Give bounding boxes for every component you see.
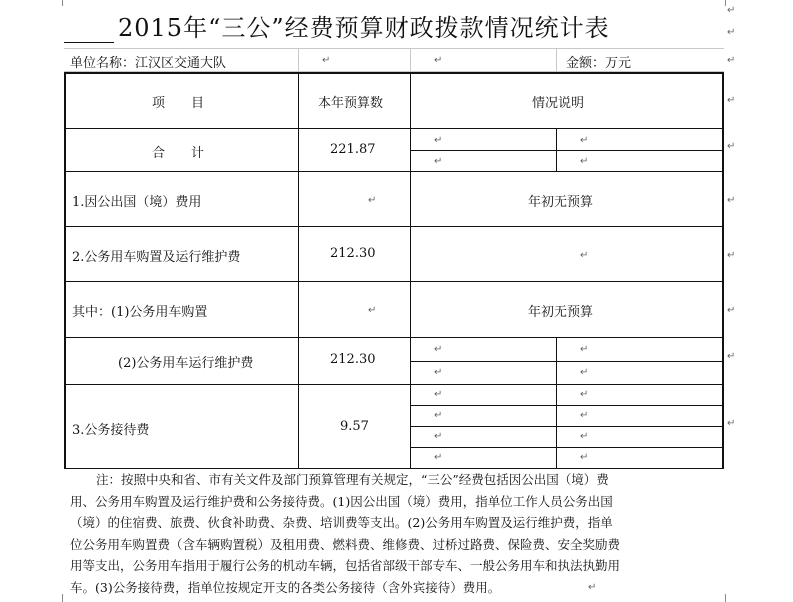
paragraph-mark: ↵ — [322, 55, 331, 66]
paragraph-mark: ↵ — [434, 135, 443, 146]
paragraph-mark: ↵ — [580, 389, 589, 400]
row-total-item: 合 计 — [152, 146, 205, 161]
unit-name-label: 单位名称：江汉区交通大队 — [70, 56, 227, 71]
paragraph-mark: ↵ — [368, 305, 377, 316]
crop-mark — [725, 594, 726, 602]
paragraph-mark: ↵ — [580, 431, 589, 442]
paragraph-mark: ↵ — [580, 410, 589, 421]
paragraph-mark: ↵ — [588, 582, 597, 593]
crop-mark — [725, 0, 726, 6]
paragraph-mark: ↵ — [580, 452, 589, 463]
paragraph-mark: ↵ — [727, 418, 736, 429]
footnote-paragraph — [70, 469, 722, 598]
paragraph-mark: ↵ — [727, 351, 736, 362]
row-reception-budget: 9.57 — [340, 419, 369, 434]
row-vehicle-item: 2.公务用车购置及运行维护费 — [72, 250, 241, 265]
paragraph-mark: ↵ — [580, 367, 589, 378]
footnote-line: 用等支出，公务用车指用于履行公务的机动车辆，包括省部级干部专车、一般公务用车和执法执勤用 — [70, 558, 621, 573]
footnote-line: 注：按照中央和省、市有关文件及部门预算管理有关规定，“三公”经费包括因公出国（境）费 — [96, 472, 609, 487]
row-overseas-item: 1.因公出国（境）费用 — [72, 195, 202, 210]
row-total-budget: 221.87 — [330, 142, 376, 157]
footnote-line: 车。(3)公务接待费，指单位按规定开支的各类公务接待（含外宾接待）费用。 — [70, 579, 501, 595]
crop-mark — [62, 0, 63, 6]
header-description: 情况说明 — [532, 96, 585, 111]
paragraph-mark: ↵ — [727, 55, 736, 66]
footnote-line: 位公务用车购置费（含车辆购置税）及租用费、燃料费、维修费、过桥过路费、保险费、安全奖励费 — [70, 536, 621, 552]
paragraph-mark: ↵ — [368, 195, 377, 206]
row-vehicle-operation-budget: 212.30 — [330, 352, 376, 367]
title-year: 2015 — [118, 14, 184, 42]
footnote-line: （境）的住宿费、旅费、伙食补助费、杂费、培训费等支出。(2)公务用车购置及运行维护费，指单 — [70, 515, 613, 530]
paragraph-mark: ↵ — [434, 156, 443, 167]
paragraph-mark: ↵ — [727, 27, 736, 38]
paragraph-mark: ↵ — [434, 452, 443, 463]
paragraph-mark: ↵ — [727, 5, 736, 16]
footnote-line: 用、公务用车购置及运行维护费和公务接待费。(1)因公出国（境）费用，指单位工作人员公务出国 — [70, 493, 613, 509]
header-budget: 本年预算数 — [318, 96, 384, 111]
paragraph-mark: ↵ — [727, 141, 736, 152]
paragraph-mark: ↵ — [434, 344, 443, 355]
amount-unit-label: 金额：万元 — [566, 56, 632, 71]
header-item: 项 目 — [152, 96, 205, 111]
row-vehicle-purchase-item: 其中：(1)公务用车购置 — [72, 305, 208, 320]
title-text: 年“三公”经费预算财政拨款情况统计表 — [183, 14, 610, 42]
paragraph-mark: ↵ — [727, 250, 736, 261]
row-reception-item: 3.公务接待费 — [72, 423, 150, 438]
paragraph-mark: ↵ — [434, 410, 443, 421]
paragraph-mark: ↵ — [434, 55, 443, 66]
document-title — [64, 8, 732, 48]
title-blank-underline — [64, 16, 114, 43]
paragraph-mark: ↵ — [434, 389, 443, 400]
paragraph-mark: ↵ — [727, 305, 736, 316]
row-vehicle-purchase-desc: 年初无预算 — [528, 305, 594, 320]
paragraph-mark: ↵ — [434, 431, 443, 442]
row-overseas-desc: 年初无预算 — [528, 195, 594, 210]
paragraph-mark: ↵ — [580, 135, 589, 146]
paragraph-mark: ↵ — [434, 367, 443, 378]
crop-mark — [62, 594, 63, 602]
paragraph-mark: ↵ — [580, 250, 589, 261]
paragraph-mark: ↵ — [727, 95, 736, 106]
paragraph-mark: ↵ — [580, 344, 589, 355]
paragraph-mark: ↵ — [580, 156, 589, 167]
paragraph-mark: ↵ — [727, 195, 736, 206]
row-vehicle-budget: 212.30 — [330, 246, 376, 261]
row-vehicle-operation-item: (2)公务用车运行维护费 — [118, 356, 254, 371]
